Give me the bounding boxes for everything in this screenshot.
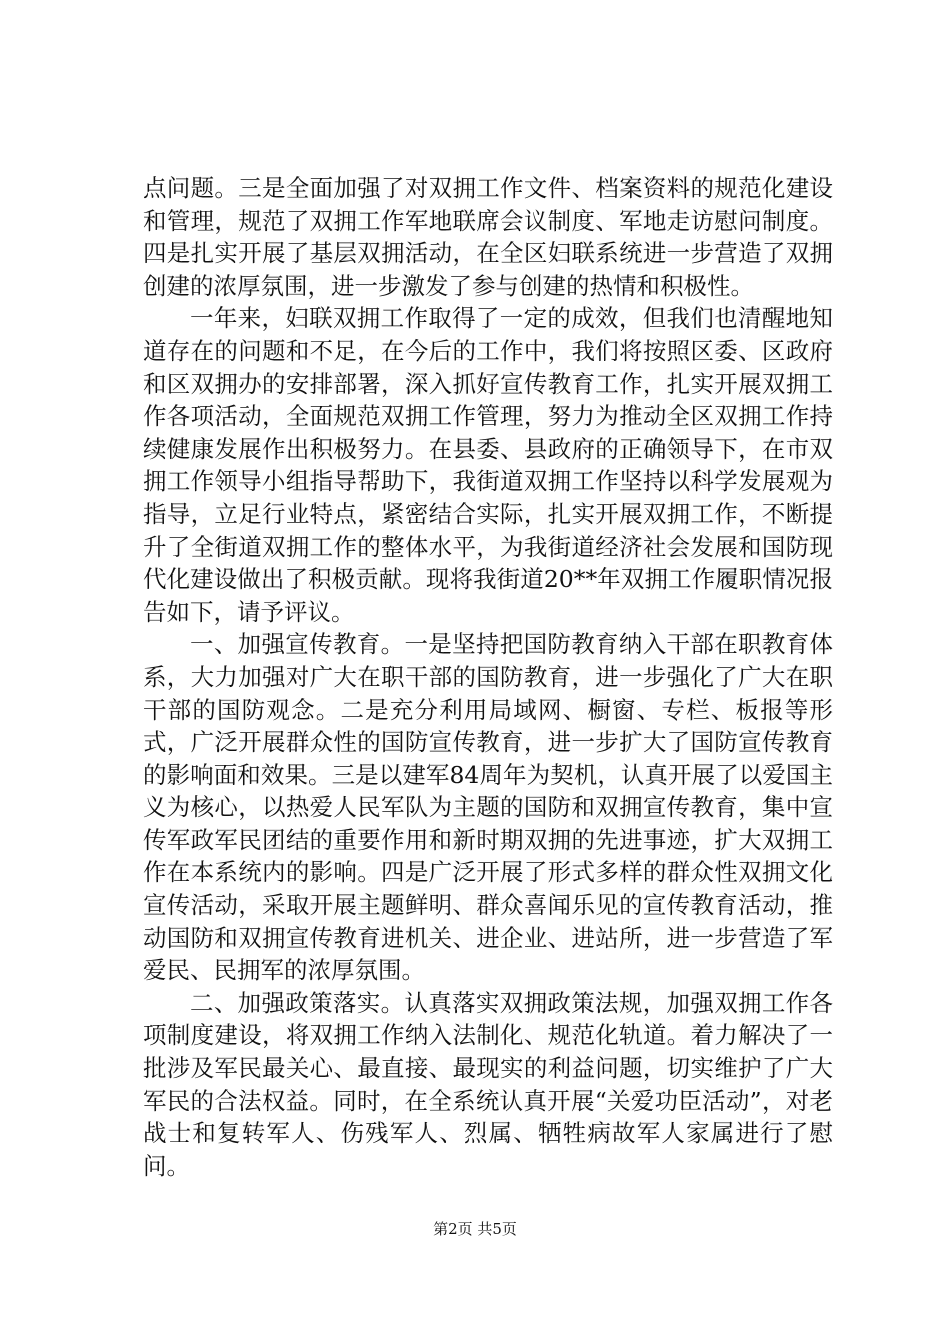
paragraph-3: 一、加强宣传教育。一是坚持把国防教育纳入干部在职教育体系，大力加强对广大在职干部的国防教育，进一步强化了广大在职干部的国防观念。二是充分利用局域网、橱窗、专栏、板报等形式，广泛开展群众性的国防宣传教育，进一步扩大了国防宣传教育的影响面和效果。三是以建军84周年为契机，认真开展了以爱国主义为核心，以热爱人民军队为主题的国防和双拥宣传教育，集中宣传军政军民团结的重要作用和新时期双拥的先进事迹，扩大双拥工作在本系统内的影响。四是广泛开展了形式多样的群众性双拥文化宣传活动，采取开展主题鲜明、群众喜闻乐见的宣传教育活动，推动国防和双拥宣传教育进机关、进企业、进站所，进一步营造了军爱民、民拥军的浓厚氛围。: [143, 630, 833, 985]
page-number-label: 第2页 共5页: [433, 1220, 517, 1238]
page-footer: [0, 1219, 950, 1239]
paragraph-4: 二、加强政策落实。认真落实双拥政策法规，加强双拥工作各项制度建设，将双拥工作纳入法制化、规范化轨道。着力解决了一批涉及军民最关心、最直接、最现实的利益问题，切实维护了广大军民的合法权益。同时，在全系统认真开展“关爱功臣活动”，对老战士和复转军人、伤残军人、烈属、牺牲病故军人家属进行了慰问。: [143, 988, 833, 1180]
document-body: [143, 172, 833, 1182]
paragraph-2: 一年来，妇联双拥工作取得了一定的成效，但我们也清醒地知道存在的问题和不足，在今后的工作中，我们将按照区委、区政府和区双拥办的安排部署，深入抓好宣传教育工作，扎实开展双拥工作各项活动，全面规范双拥工作管理，努力为推动全区双拥工作持续健康发展作出积极努力。在县委、县政府的正确领导下，在市双拥工作领导小组指导帮助下，我街道双拥工作坚持以科学发展观为指导，立足行业特点，紧密结合实际，扎实开展双拥工作，不断提升了全街道双拥工作的整体水平，为我街道经济社会发展和国防现代化建设做出了积极贡献。现将我街道20**年双拥工作履职情况报告如下，请予评议。: [143, 304, 833, 626]
paragraph-1: 点问题。三是全面加强了对双拥工作文件、档案资料的规范化建设和管理，规范了双拥工作军地联席会议制度、军地走访慰问制度。四是扎实开展了基层双拥活动，在全区妇联系统进一步营造了双拥创建的浓厚氛围，进一步激发了参与创建的热情和积极性。: [143, 174, 833, 300]
